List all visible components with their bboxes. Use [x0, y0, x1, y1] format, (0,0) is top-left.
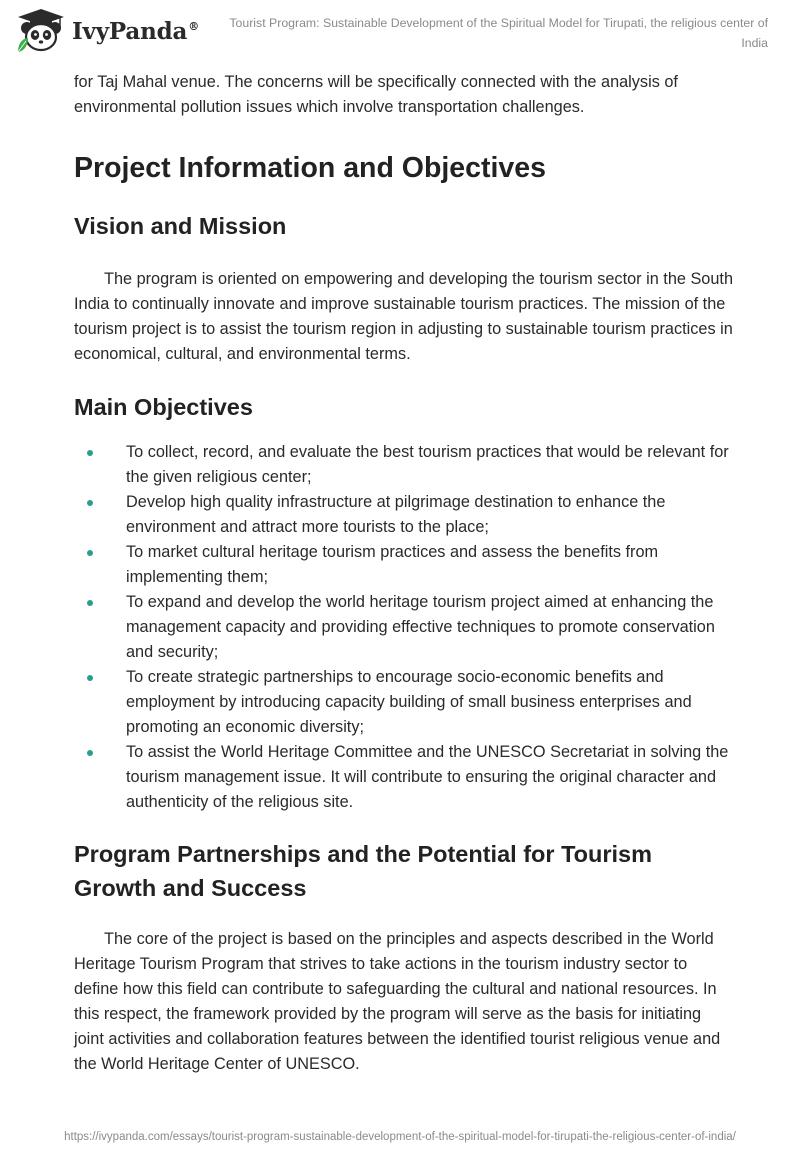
page-header	[0, 0, 800, 64]
list-item-text: To market cultural heritage tourism practices and assess the benefits from implementing them;	[126, 543, 659, 586]
bullet-dot-icon	[87, 675, 93, 681]
bullet-dot-icon	[87, 450, 93, 456]
bullet-dot-icon	[87, 550, 93, 556]
article-body	[74, 70, 734, 1077]
source-url[interactable]: https://ivypanda.com/essays/tourist-program-sustainable-development-of-the-spiritual-model-for-tirupati-the-religious-center-of-india/	[64, 1131, 736, 1143]
logo-wordmark: IvyPanda®	[72, 17, 199, 45]
subheading-vision-mission: Vision and Mission	[74, 213, 287, 239]
bullet-dot-icon	[87, 600, 93, 606]
list-item	[74, 740, 734, 815]
subheading-main-objectives: Main Objectives	[74, 394, 253, 420]
ivypanda-logo[interactable]	[14, 8, 199, 54]
bullet-dot-icon	[87, 500, 93, 506]
subheading-program-partnerships: Program Partnerships and the Potential for Tourism Growth and Success	[74, 841, 653, 901]
objectives-list	[74, 440, 734, 815]
section-heading-project-information: Project Information and Objectives	[74, 152, 546, 184]
bullet-dot-icon	[87, 750, 93, 756]
vision-paragraph: The program is oriented on empowering and developing the tourism sector in the South India to continually innovate and improve sustainable tourism practices. The mission of the tourism project is to assist the tourism region in adjusting to sustainable tourism practices in economical, cultural, and environmental terms.	[74, 270, 733, 363]
panda-graduate-icon	[14, 8, 68, 54]
intro-paragraph: for Taj Mahal venue. The concerns will be specifically connected with the analysis of environmental pollution issues which involve transportation challenges.	[74, 73, 678, 116]
list-item-text: To create strategic partnerships to encourage socio-economic benefits and employment by introducing capacity building of small business enterprises and promoting an economic diversity;	[126, 668, 692, 736]
list-item-text: Develop high quality infrastructure at pilgrimage destination to enhance the environment and attract more tourists to the place;	[126, 493, 666, 536]
list-item	[74, 540, 734, 590]
list-item-text: To collect, record, and evaluate the best tourism practices that would be relevant for the given religious center;	[126, 443, 729, 486]
list-item-text: To expand and develop the world heritage tourism project aimed at enhancing the management capacity and providing effective techniques to promote conservation and security;	[126, 593, 715, 661]
list-item	[74, 665, 734, 740]
document-title: Tourist Program: Sustainable Development of the Spiritual Model for Tirupati, the religious center of India	[229, 16, 768, 50]
list-item	[74, 590, 734, 665]
list-item	[74, 490, 734, 540]
partnerships-paragraph: The core of the project is based on the principles and aspects described in the World Heritage Tourism Program that strives to take actions in the tourism industry sector to define how this field can contribute to safeguarding the cultural and national resources. In this respect, the framework provided by the program will serve as the basis for initiating joint activities and collaboration features between the identified tourist religious venue and the World Heritage Center of UNESCO.	[74, 930, 721, 1073]
list-item	[74, 440, 734, 490]
list-item-text: To assist the World Heritage Committee and the UNESCO Secretariat in solving the tourism management issue. It will contribute to ensuring the original character and authenticity of the religious site.	[126, 743, 729, 811]
